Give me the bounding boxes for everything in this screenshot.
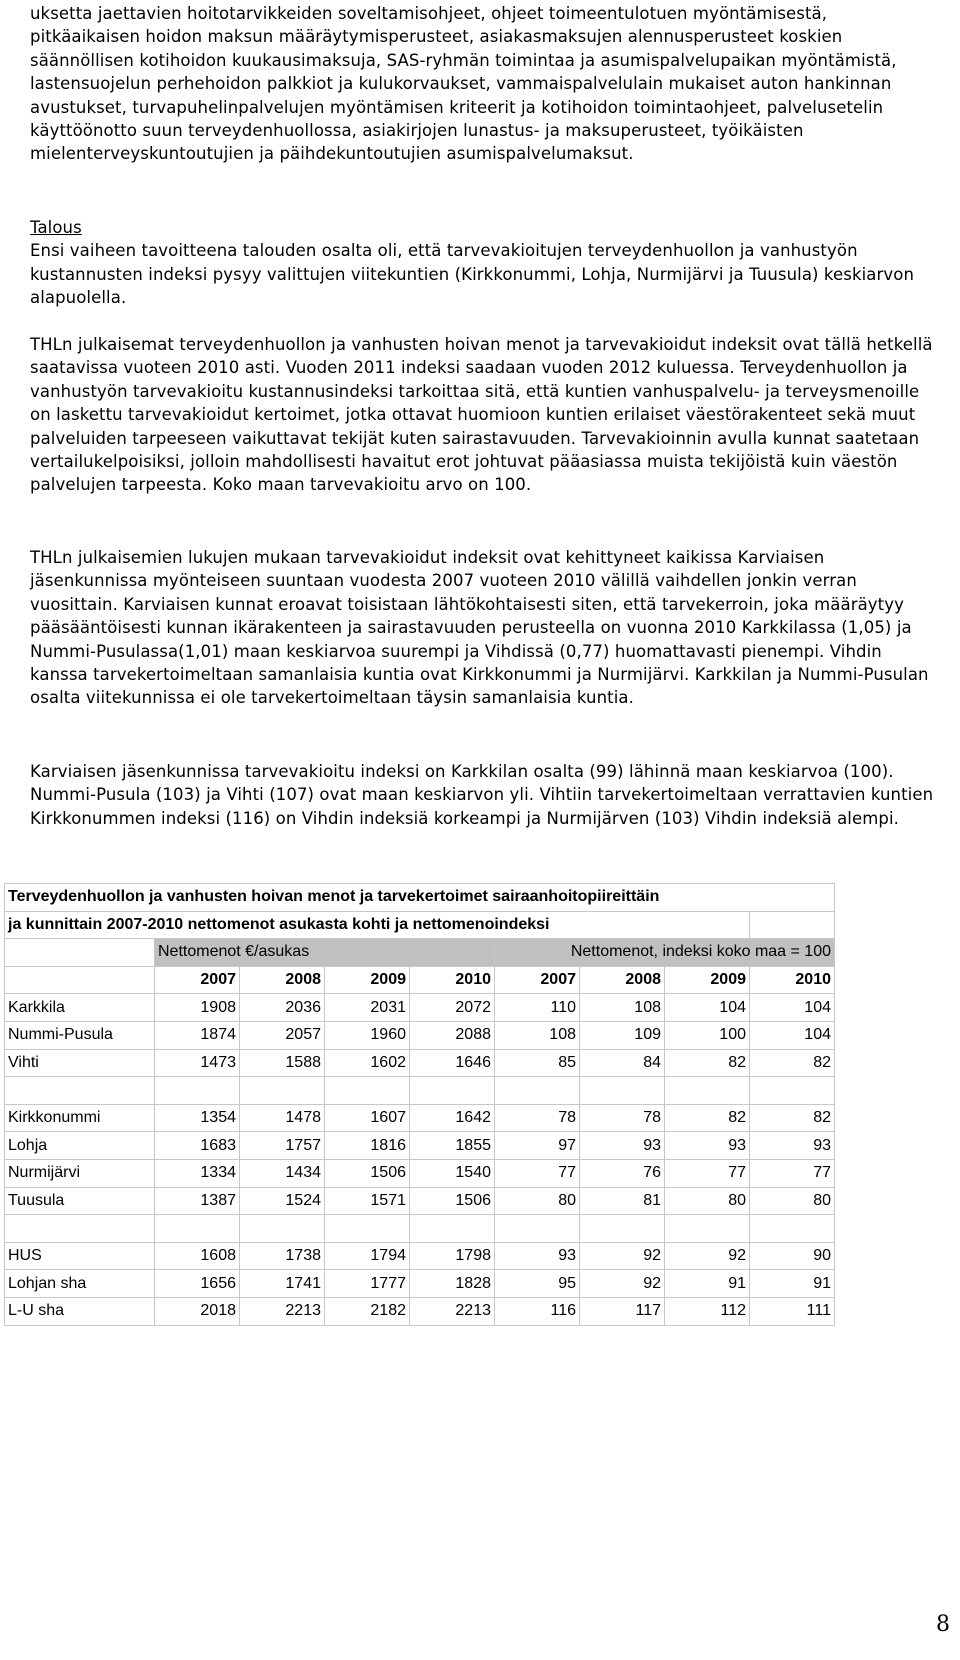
table-cell: 110	[495, 994, 580, 1022]
table-cell: 104	[665, 994, 750, 1022]
table-cell: 81	[580, 1187, 665, 1215]
table-cell: 82	[750, 1104, 835, 1132]
table-cell-empty	[155, 1215, 240, 1243]
paragraph-intro: uksetta jaettavien hoitotarvikkeiden soveltamisohjeet, ohjeet toimeentulotuen myöntämisestä, pitkäaikaisen hoidon maksun määräytymisperusteet, asiakasmaksujen alennusperusteet koskien säännöllisen kotihoidon kuukausimaksuja, SAS-ryhmän toimintaa ja asumispalvelupaikan myöntämistä, lastensuojelun perhehoidon palkkiot ja kulukorvaukset, vammaispalvelulain mukaiset auton hankinnan avustukset, turvapuhelinpalvelujen myöntämisen kriteerit ja kotihoidon toimintaohjeet, palvelusetelin käyttöönotto suun terveydenhuollossa, asiakirjojen lunastus- ja maksuperusteet, työikäisten mielenterveyskuntoutujien ja päihdekuntoutujien asumispalvelumaksut.	[30, 4, 897, 164]
paragraph-karviainen: Karviaisen jäsenkunnissa tarvevakioitu indeksi on Karkkilan osalta (99) lähinnä maan keskiarvoa (100). Nummi-Pusula (103) ja Vihti (107) ovat maan keskiarvon yli. Vihtiin tarvekertoimeltaan verrattavien kuntien Kirkkonummen indeksi (116) on Vihdin indeksiä korkeampi ja Nurmijärven (103) Vihdin indeksiä alempi.	[30, 762, 934, 828]
table-cell: 1642	[410, 1104, 495, 1132]
table-cell: 117	[580, 1297, 665, 1325]
table-cell: 1540	[410, 1159, 495, 1187]
table-cell-empty	[665, 1077, 750, 1105]
table-cell: 2057	[240, 1021, 325, 1049]
table-cell: 1387	[155, 1187, 240, 1215]
table-cell: 1334	[155, 1159, 240, 1187]
table-cell: 112	[665, 1297, 750, 1325]
table-cell: 78	[495, 1104, 580, 1132]
table-cell: 95	[495, 1270, 580, 1298]
table-cell: 1602	[325, 1049, 410, 1077]
table-group-header-row	[5, 939, 835, 967]
table-row	[5, 1242, 835, 1270]
table-cell: 100	[665, 1021, 750, 1049]
table-cell-empty	[665, 1215, 750, 1243]
table-cell-empty	[410, 1077, 495, 1105]
table-cell: 1741	[240, 1270, 325, 1298]
table-cell-empty	[5, 1077, 155, 1105]
table-row	[5, 1021, 835, 1049]
table-cell-empty	[495, 1215, 580, 1243]
table-cell: 108	[495, 1021, 580, 1049]
paragraph-thl-figures: THLn julkaisemien lukujen mukaan tarvevakioidut indeksit ovat kehittyneet kaikissa Karviaisen jäsenkunnissa myönteiseen suuntaan vuodesta 2007 vuoteen 2010 välillä vaihdellen jonkin verran vuosittain. Karviaisen kunnat eroavat toisistaan lähtökohtaisesti siten, että tarvekerroin, joka määräytyy pääsääntöisesti kunnan ikärakenteen ja sairastavuuden perusteella on vuonna 2010 Karkkilassa (1,05) ja Nummi-Pusulassa(1,01) maan keskiarvoa suurempi ja Vihdissä (0,77) huomattavasti pienempi. Vihdin kanssa tarvekertoimeltaan samanlaisia kuntia ovat Kirkkonummi ja Nurmijärvi. Karkkilan ja Nummi-Pusulan osalta viitekunnissa ei ole tarvekertoimeltaan täysin samanlaisia kuntia.	[30, 548, 929, 708]
row-label: HUS	[5, 1242, 155, 1270]
year-header: 2009	[665, 966, 750, 994]
table-cell: 97	[495, 1132, 580, 1160]
table-cell-empty	[580, 1077, 665, 1105]
table-cell: 93	[580, 1132, 665, 1160]
table-cell: 1855	[410, 1132, 495, 1160]
table-cell: 1683	[155, 1132, 240, 1160]
table-cell: 93	[665, 1132, 750, 1160]
table-cell: 1798	[410, 1242, 495, 1270]
table-cell: 91	[665, 1270, 750, 1298]
year-header: 2007	[495, 966, 580, 994]
table-cell: 91	[750, 1270, 835, 1298]
table-title-line-1: Terveydenhuollon ja vanhusten hoivan menot ja tarvekertoimet sairaanhoitopiireittäin	[5, 884, 835, 912]
table-cell: 2072	[410, 994, 495, 1022]
table-cell-empty	[750, 911, 835, 939]
table-cell: 77	[665, 1159, 750, 1187]
table-cell: 1571	[325, 1187, 410, 1215]
row-label: L-U sha	[5, 1297, 155, 1325]
row-label: Nummi-Pusula	[5, 1021, 155, 1049]
table-cell: 1794	[325, 1242, 410, 1270]
table-cell: 82	[665, 1104, 750, 1132]
row-label: Lohja	[5, 1132, 155, 1160]
group-header-index: Nettomenot, indeksi koko maa = 100	[495, 939, 835, 967]
section-heading-talous: Talous	[30, 218, 82, 237]
table-cell: 109	[580, 1021, 665, 1049]
page-number: 8	[936, 1612, 950, 1637]
table-cell: 1524	[240, 1187, 325, 1215]
row-label: Vihti	[5, 1049, 155, 1077]
table-row	[5, 1049, 835, 1077]
table-cell: 2036	[240, 994, 325, 1022]
table-cell: 92	[665, 1242, 750, 1270]
table-cell: 104	[750, 1021, 835, 1049]
table-cell: 1354	[155, 1104, 240, 1132]
table-spacer-row	[5, 1077, 835, 1105]
table-cell: 2088	[410, 1021, 495, 1049]
paragraph-talous: Ensi vaiheen tavoitteena talouden osalta oli, että tarvevakioitujen terveydenhuollon ja vanhustyön kustannusten indeksi pysyy valittujen viitekuntien (Kirkkonummi, Lohja, Nurmijärvi ja Tuusula) keskiarvon alapuolella.	[30, 241, 914, 308]
year-header: 2010	[410, 966, 495, 994]
table-cell: 2213	[240, 1297, 325, 1325]
table-cell: 78	[580, 1104, 665, 1132]
table-cell: 1473	[155, 1049, 240, 1077]
row-label: Tuusula	[5, 1187, 155, 1215]
row-label: Nurmijärvi	[5, 1159, 155, 1187]
table-cell: 1777	[325, 1270, 410, 1298]
table-cell-empty	[240, 1215, 325, 1243]
table-spacer-row	[5, 1215, 835, 1243]
year-header: 2009	[325, 966, 410, 994]
table-cell: 90	[750, 1242, 835, 1270]
year-header: 2010	[750, 966, 835, 994]
table-cell-empty	[5, 966, 155, 994]
table-cell: 1757	[240, 1132, 325, 1160]
table-cell: 1506	[410, 1187, 495, 1215]
table-cell: 85	[495, 1049, 580, 1077]
table-cell-empty	[580, 1215, 665, 1243]
table-cell: 1608	[155, 1242, 240, 1270]
table-cell: 111	[750, 1297, 835, 1325]
table-cell: 1588	[240, 1049, 325, 1077]
section-talous	[30, 216, 935, 310]
table-cell-empty	[5, 1215, 155, 1243]
table-cell: 82	[665, 1049, 750, 1077]
table-row	[5, 1297, 835, 1325]
table-cell: 1874	[155, 1021, 240, 1049]
table-cell: 1646	[410, 1049, 495, 1077]
table-cell: 93	[495, 1242, 580, 1270]
table-row	[5, 994, 835, 1022]
table-year-header-row	[5, 966, 835, 994]
table-cell: 93	[750, 1132, 835, 1160]
table-cell: 84	[580, 1049, 665, 1077]
table-cell: 2213	[410, 1297, 495, 1325]
table-cell-empty	[325, 1077, 410, 1105]
table-cell: 76	[580, 1159, 665, 1187]
table-cell-empty	[155, 1077, 240, 1105]
expenditure-table	[4, 883, 835, 1326]
table-cell-empty	[495, 1077, 580, 1105]
table-cell: 1908	[155, 994, 240, 1022]
table-cell: 1738	[240, 1242, 325, 1270]
row-label: Kirkkonummi	[5, 1104, 155, 1132]
paragraph-thl-indexes: THLn julkaisemat terveydenhuollon ja vanhusten hoivan menot ja tarvevakioidut indeksit ovat tällä hetkellä saatavissa vuoteen 2010 asti. Vuoden 2011 indeksi saadaan vuoden 2012 kuluessa. Terveydenhuollon ja vanhustyön tarvevakioitu kustannusindeksi tarkoittaa sitä, että kuntien vanhuspalvelu- ja terveysmenoille on laskettu tarvevakioidut kertoimet, jotka ottavat huomioon kuntien erilaiset väestörakenteet sekä muut palveluiden tarpeeseen vaikuttavat tekijät kuten sairastavuuden. Tarvevakioinnin avulla kunnat saatetaan vertailukelpoisiksi, jolloin mahdollisesti havaitut erot johtuvat pääasiassa muista tekijöistä kuin väestön palvelujen tarpeesta. Koko maan tarvevakioitu arvo on 100.	[30, 335, 933, 495]
table-cell: 1607	[325, 1104, 410, 1132]
table-cell-empty	[240, 1077, 325, 1105]
table-cell-empty	[750, 1077, 835, 1105]
table-cell: 104	[750, 994, 835, 1022]
table-row	[5, 1187, 835, 1215]
table-cell: 80	[750, 1187, 835, 1215]
table-title-row	[5, 884, 835, 912]
table-cell-empty	[325, 1215, 410, 1243]
table-cell: 77	[495, 1159, 580, 1187]
table-cell: 108	[580, 994, 665, 1022]
table-cell: 2018	[155, 1297, 240, 1325]
table-cell: 92	[580, 1270, 665, 1298]
table-cell: 1478	[240, 1104, 325, 1132]
table-row	[5, 1132, 835, 1160]
table-cell: 1434	[240, 1159, 325, 1187]
table-cell: 2182	[325, 1297, 410, 1325]
row-label: Karkkila	[5, 994, 155, 1022]
table-title-line-2: ja kunnittain 2007-2010 nettomenot asukasta kohti ja nettomenoindeksi	[5, 911, 750, 939]
table-cell: 92	[580, 1242, 665, 1270]
table-cell: 77	[750, 1159, 835, 1187]
year-header: 2007	[155, 966, 240, 994]
expenditure-table-wrapper	[4, 883, 835, 1326]
table-cell: 1656	[155, 1270, 240, 1298]
group-header-euro-per-resident: Nettomenot €/asukas	[155, 939, 495, 967]
table-cell: 82	[750, 1049, 835, 1077]
table-cell: 2031	[325, 994, 410, 1022]
table-cell: 1816	[325, 1132, 410, 1160]
year-header: 2008	[240, 966, 325, 994]
table-cell: 1506	[325, 1159, 410, 1187]
table-row	[5, 1104, 835, 1132]
table-cell: 1960	[325, 1021, 410, 1049]
table-cell: 80	[665, 1187, 750, 1215]
row-label: Lohjan sha	[5, 1270, 155, 1298]
table-row	[5, 1159, 835, 1187]
year-header: 2008	[580, 966, 665, 994]
table-cell-empty	[750, 1215, 835, 1243]
table-cell-empty	[5, 939, 155, 967]
table-cell-empty	[410, 1215, 495, 1243]
table-cell: 80	[495, 1187, 580, 1215]
table-cell: 1828	[410, 1270, 495, 1298]
table-cell: 116	[495, 1297, 580, 1325]
table-title-row	[5, 911, 835, 939]
table-row	[5, 1270, 835, 1298]
